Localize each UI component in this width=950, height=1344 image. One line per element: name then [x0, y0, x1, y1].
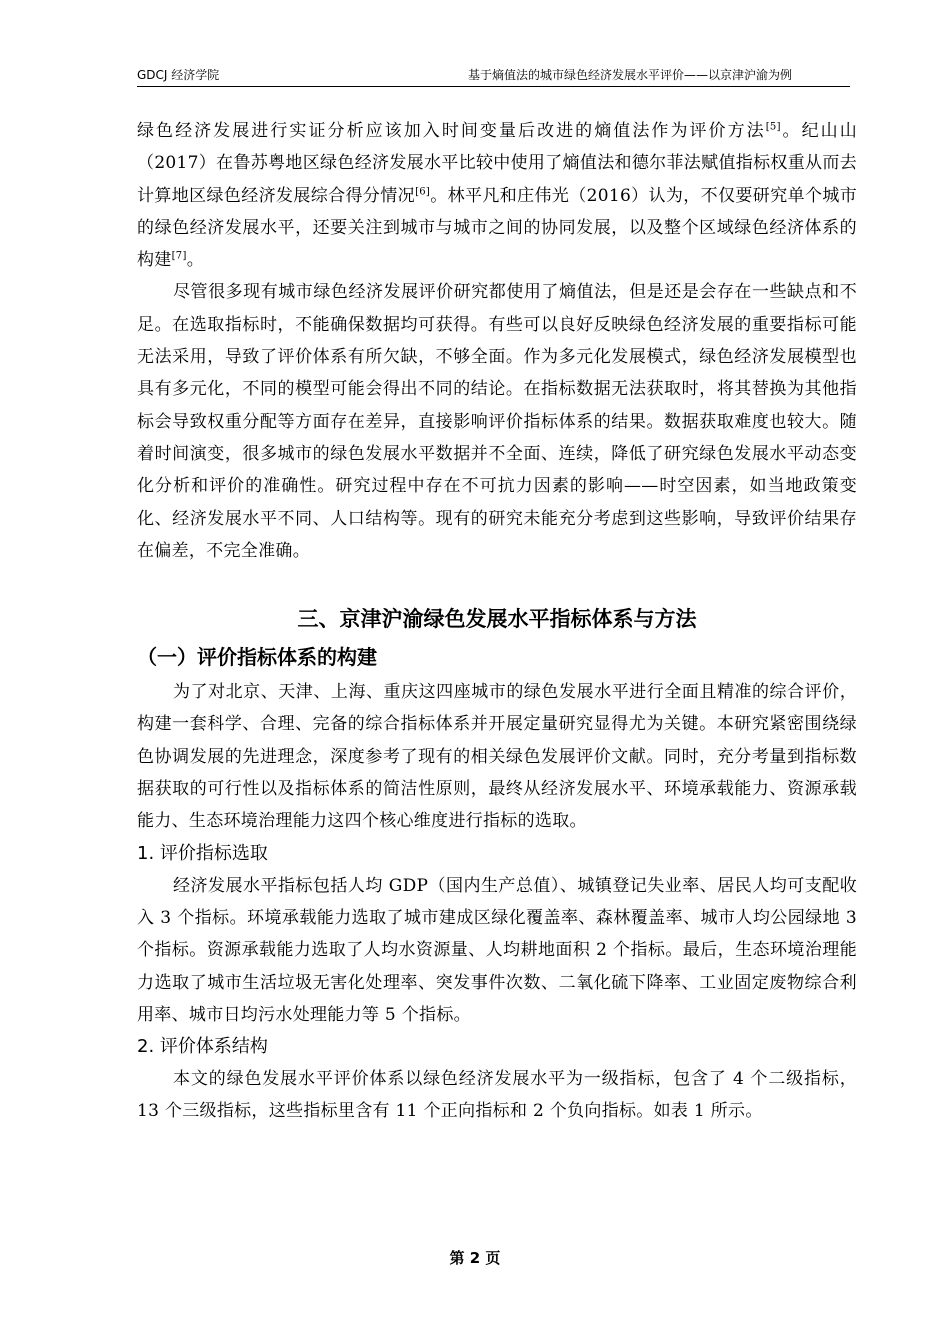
citation-5: [5]: [765, 121, 781, 133]
paragraph-5: 本文的绿色发展水平评价体系以绿色经济发展水平为一级指标，包含了 4 个二级指标，13 个三级指标，这些指标里含有 11 个正向指标和 2 个负向指标。如表 1 所示。: [137, 1069, 857, 1122]
paragraph-2: 尽管很多现有城市绿色经济发展评价研究都使用了熵值法，但是还是会存在一些缺点和不足。在选取指标时，不能确保数据均可获得。有些可以良好反映绿色经济发展的重要指标可能无法采用，导致了评价体系有所欠缺，不够全面。作为多元化发展模式，绿色经济发展模型也具有多元化，不同的模型可能会得出不同的结论。在指标数据无法获取时，将其替换为其他指标会导致权重分配等方面存在差异，直接影响评价指标体系的结果。数据获取难度也较大。随着时间演变，很多城市的绿色发展水平数据并不全面、连续，降低了研究绿色发展水平动态变化分析和评价的准确性。研究过程中存在不可抗力因素的影响——时空因素，如当地政策变化、经济发展水平不同、人口结构等。现有的研究未能充分考虑到这些影响，导致评价结果存在偏差，不完全准确。: [137, 282, 857, 561]
header-right: 基于熵值法的城市绿色经济发展水平评价——以京津沪渝为例: [467, 68, 792, 82]
page-header: [137, 66, 850, 87]
paragraph-4: 经济发展水平指标包括人均 GDP（国内生产总值）、城镇登记失业率、居民人均可支配收入 3 个指标。环境承载能力选取了城市建成区绿化覆盖率、森林覆盖率、城市人均公园绿地 3 个指标。资源承载能力选取了人均水资源量、人均耕地面积 2 个指标。最后，生态环境治理能力选取了城市生活垃圾无害化处理率、突发事件次数、二氧化硫下降率、工业固定废物综合利用率、城市日均污水处理能力等 5 个指标。: [137, 875, 857, 1025]
paragraph-1-text-d: 。: [186, 250, 204, 271]
paragraph-3: 为了对北京、天津、上海、重庆这四座城市的绿色发展水平进行全面且精准的综合评价，构建一套科学、合理、完备的综合指标体系并开展定量研究显得尤为关键。本研究紧密围绕绿色协调发展的先进理念，深度参考了现有的相关绿色发展评价文献。同时，充分考量到指标数据获取的可行性以及指标体系的简洁性原则，最终从经济发展水平、环境承载能力、资源承载能力、生态环境治理能力这四个核心维度进行指标的选取。: [137, 682, 857, 832]
header-left: GDCJ 经济学院: [137, 68, 220, 82]
section-title: 三、京津沪渝绿色发展水平指标体系与方法: [297, 607, 697, 632]
heading-system-structure: 2. 评价体系结构: [137, 1036, 268, 1058]
page-number: 第 2 页: [449, 1249, 501, 1267]
paragraph-1-text-a: 绿色经济发展进行实证分析应该加入时间变量后改进的熵值法作为评价方法: [137, 121, 766, 141]
heading-indicator-selection: 1. 评价指标选取: [137, 842, 268, 864]
paragraph-1: [137, 115, 857, 276]
paragraph-1-text-b: 。纪山山（2017）在鲁苏粤地区绿色经济发展水平比较中使用了熵值法和德尔菲法赋值指标权重从而去计算地区绿色经济发展综合得分情况: [137, 121, 858, 206]
subsection-title: （一）评价指标体系的构建: [137, 645, 377, 670]
paragraph-1-text-c: 。林平凡和庄伟光（2016）认为，不仅要研究单个城市的绿色经济发展水平，还要关注到城市与城市之间的协同发展，以及整个区域绿色经济体系的构建: [137, 185, 857, 271]
page-body: [137, 115, 857, 1128]
citation-6: [6]: [415, 185, 431, 197]
citation-7: [7]: [171, 250, 187, 262]
